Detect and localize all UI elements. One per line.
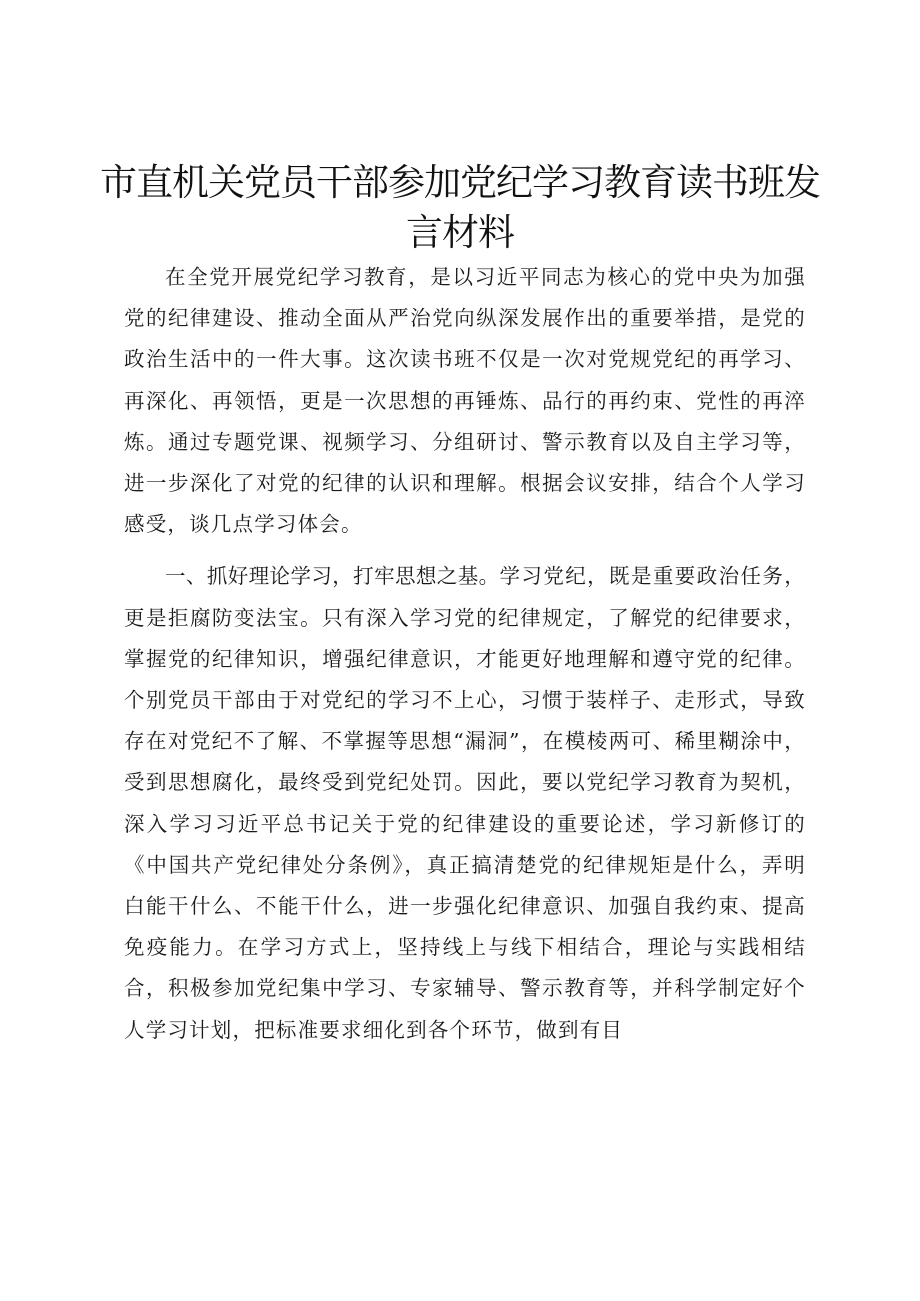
document-title: 市直机关党员干部参加党纪学习教育读书班发言材料 — [100, 161, 820, 254]
section-heading: 一、抓好理论学习，打牢思想之基。 — [165, 564, 500, 589]
paragraph-text: 在全党开展党纪学习教育，是以习近平同志为核心的党中央为加强党的纪律建设、推动全面从严治党向纵深发展作出的重要举措，是党的政治生活中的一件大事。这次读书班不仅是一次对党规党纪的再学习、再深化、再领悟，更是一次思想的再锤炼、品行的再约束、党性的再淬炼。通过专题党课、视频学习、分组研讨、警示教育以及自主学习等，进一步深化了对党的纪律的认识和理解。根据会议安排，结合个人学习感受，谈几点学习体会。 — [124, 265, 806, 537]
intro-paragraph — [124, 257, 806, 545]
document-body — [124, 257, 806, 1051]
section-one-paragraph — [124, 556, 806, 1050]
paragraph-text: 学习党纪，既是重要政治任务，更是拒腐防变法宝。只有深入学习党的纪律规定，了解党的纪律要求，掌握党的纪律知识，增强纪律意识，才能更好地理解和遵守党的纪律。个别党员干部由于对党纪的学习不上心，习惯于装样子、走形式，导致存在对党纪不了解、不掌握等思想“漏洞”，在模棱两可、稀里糊涂中，受到思想腐化，最终受到党纪处罚。因此，要以党纪学习教育为契机，深入学习习近平总书记关于党的纪律建设的重要论述，学习新修订的《中国共产党纪律处分条例》，真正搞清楚党的纪律规矩是什么，弄明白能干什么、不能干什么，进一步强化纪律意识、加强自我约束、提高免疫能力。在学习方式上，坚持线上与线下相结合，理论与实践相结合，积极参加党纪集中学习、专家辅导、警示教育等，并科学制定好个人学习计划，把标准要求细化到各个环节，做到有目 — [124, 564, 806, 1042]
